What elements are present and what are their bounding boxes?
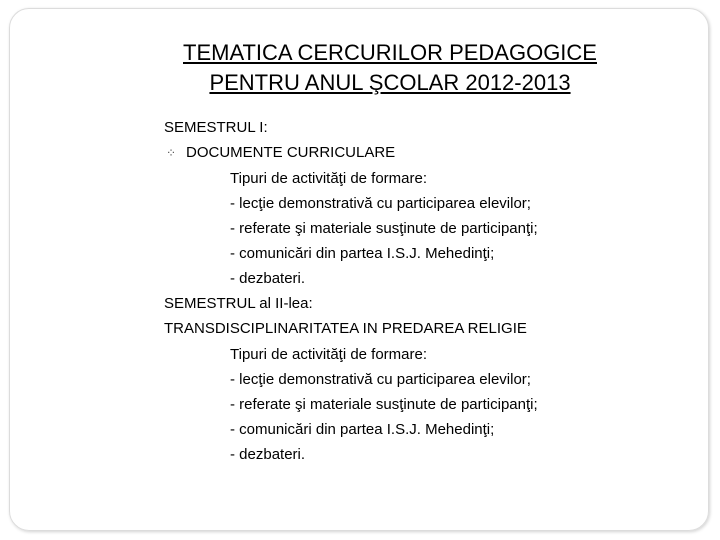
- page-title: [100, 38, 680, 98]
- semester-2-topic: TRANSDISCIPLINARITATEA IN PREDAREA RELIGIE: [164, 320, 527, 337]
- semester-1-item: - lecţie demonstrativă cu participarea elevilor;: [230, 195, 531, 212]
- title-line-1: TEMATICA CERCURILOR PEDAGOGICE: [183, 40, 597, 65]
- semester-2-types-label: Tipuri de activităţi de formare:: [230, 346, 428, 363]
- semester-2-item: - lecţie demonstrativă cu participarea elevilor;: [230, 371, 531, 388]
- semester-1-topic: DOCUMENTE CURRICULARE: [186, 144, 396, 161]
- semester-1-item: - referate şi materiale susţinute de participanţi;: [230, 220, 538, 237]
- bullet-icon: ⁘: [166, 146, 177, 160]
- semester-1-types-label: Tipuri de activităţi de formare:: [230, 170, 428, 187]
- semester-1-item: - dezbateri.: [230, 270, 306, 287]
- title-line-2: PENTRU ANUL ŞCOLAR 2012-2013: [209, 70, 571, 95]
- semester-2-heading: SEMESTRUL al II-lea:: [164, 295, 313, 312]
- semester-2-item: - comunicări din partea I.S.J. Mehedinţi;: [230, 421, 495, 438]
- semester-2-item: - dezbateri.: [230, 446, 306, 463]
- semester-1-item: - comunicări din partea I.S.J. Mehedinţi;: [230, 245, 495, 262]
- semester-2-item: - referate şi materiale susţinute de participanţi;: [230, 396, 538, 413]
- semester-1-heading: SEMESTRUL I:: [164, 119, 268, 136]
